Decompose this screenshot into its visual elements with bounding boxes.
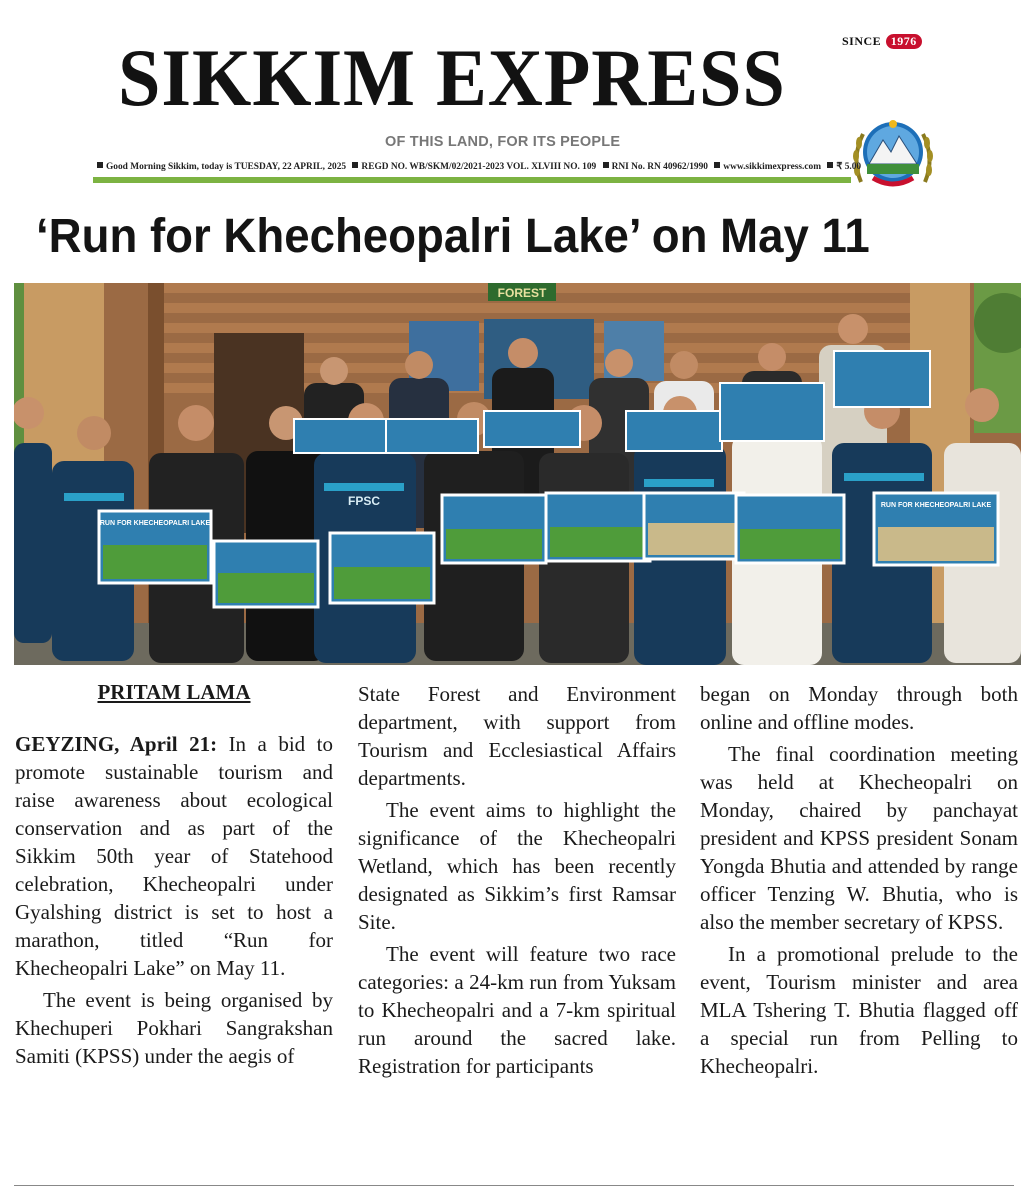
bullet-icon <box>352 162 358 168</box>
bullet-icon <box>714 162 720 168</box>
website-link[interactable]: www.sikkimexpress.com <box>723 162 822 172</box>
dateline: GEYZING, April 21: <box>15 732 218 756</box>
article-paragraph: began on Monday through both online and offline modes. <box>700 682 1018 734</box>
article-paragraph: The final coordination meeting was held at Khecheopalri on Monday, chaired by panchayat president and KPSS president Sonam Yongda Bhutia and attended by range officer Tenzing W. Bhutia, who is also the member secretary of KPSS. <box>700 742 1018 934</box>
registration-number: REGD NO. WB/SKM/02/2021-2023 VOL. XLVIII NO. 109 <box>361 162 597 172</box>
news-photo <box>14 283 1021 665</box>
since-year: 1976 <box>886 34 922 49</box>
byline: PRITAM LAMA <box>97 680 251 704</box>
article-column-1 <box>15 678 333 1070</box>
price: ₹ 5.00 <box>836 162 862 172</box>
issue-date: Good Morning Sikkim, today is TUESDAY, 22 APRIL, 2025 <box>106 162 347 172</box>
bullet-icon <box>603 162 609 168</box>
rni-number: RNI No. RN 40962/1990 <box>611 162 708 172</box>
sikkim-emblem-icon <box>847 112 939 194</box>
forest-sign-text: FOREST <box>497 286 547 300</box>
newspaper-title: SIKKIM EXPRESS <box>118 32 786 123</box>
article-paragraph: State Forest and Environment department, with support from Tourism and Ecclesiastical Affairs departments. <box>358 682 676 790</box>
placard-title: RUN FOR KHECHEOPALRI LAKE <box>880 502 992 509</box>
article-paragraph: The event will feature two race categories: a 24-km run from Yuksam to Khecheopalri and a 7-km spiritual run around the sacred lake. Registration for participants <box>358 942 676 1078</box>
article-paragraph: The event aims to highlight the significance of the Khecheopalri Wetland, which has been recently designated as Sikkim’s first Ramsar Site. <box>358 798 676 934</box>
newspaper-tagline: OF THIS LAND, FOR ITS PEOPLE <box>385 134 621 150</box>
since-label: SINCE <box>842 34 882 48</box>
bullet-icon <box>827 162 833 168</box>
article-paragraph: The event is being organised by Khechuperi Pokhari Sangrakshan Samiti (KPSS) under the aegis of <box>15 988 333 1068</box>
jersey-text: FPSC <box>347 494 381 508</box>
article-paragraph: In a promotional prelude to the event, Tourism minister and area MLA Tshering T. Bhutia flagged off a special run from Pelling to Khecheopalri. <box>700 942 1018 1078</box>
article-column-3 <box>700 680 1018 1080</box>
issue-info-bar <box>93 161 862 172</box>
article-column-2 <box>358 680 676 1080</box>
lead-paragraph <box>15 730 333 982</box>
headline: ‘Run for Khecheopalri Lake’ on May 11 <box>36 210 870 263</box>
bullet-icon <box>97 162 103 168</box>
masthead-divider <box>93 177 851 183</box>
masthead <box>0 0 1029 190</box>
placard-title: RUN FOR KHECHEOPALRI LAKE <box>99 520 211 527</box>
page-bottom-rule <box>14 1185 1014 1186</box>
lead-text: In a bid to promote sustainable tourism and raise awareness about ecological conservation and as part of the Sikkim 50th year of Statehood celebration, Khecheopalri under Gyalshing district is set to host a marathon, titled “Run for Khecheopalri Lake” on May 11. <box>15 732 333 980</box>
